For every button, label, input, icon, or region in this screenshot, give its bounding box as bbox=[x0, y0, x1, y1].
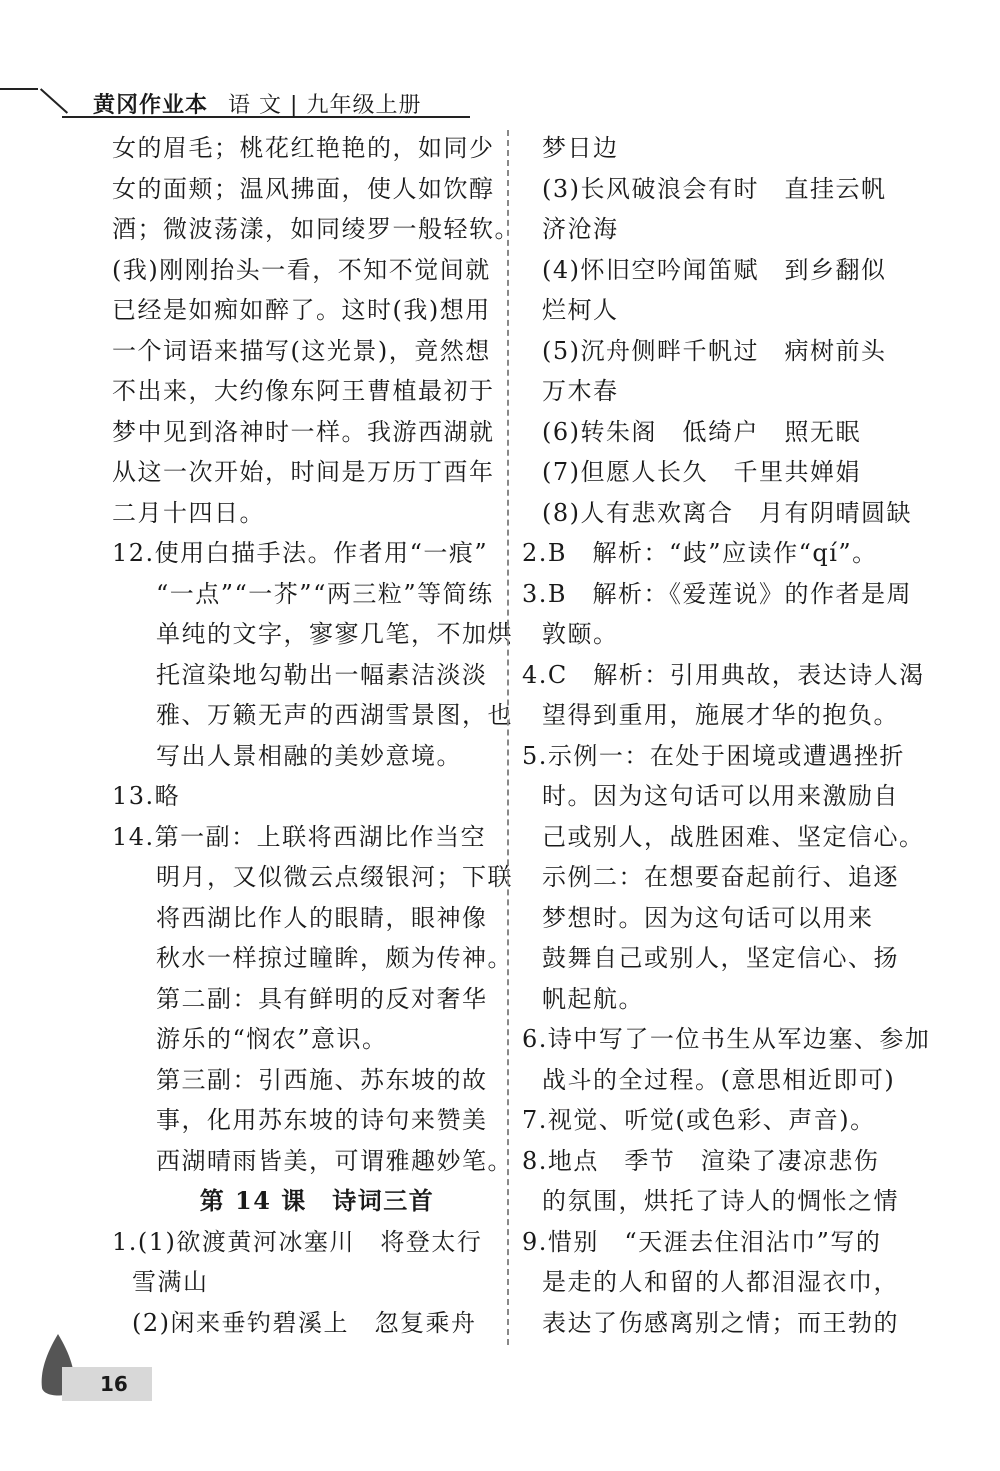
left-text-line: 酒；微波荡漾，如同绫罗一般轻软。 bbox=[112, 215, 520, 243]
page-number: 16 bbox=[62, 1367, 152, 1401]
left-text-line: 雪满山 bbox=[132, 1268, 209, 1296]
left-text-line: 14.第一副：上联将西湖比作当空 bbox=[112, 822, 487, 851]
right-text-line: 9.惜别 “天涯去住泪沾巾”写的 bbox=[522, 1227, 882, 1256]
grade: 九年级上册 bbox=[306, 93, 422, 118]
header-title bbox=[93, 88, 421, 119]
header-rule-left bbox=[0, 88, 38, 90]
right-text-line: (8)人有悲欢离合 月有阴晴圆缺 bbox=[542, 498, 912, 527]
page-header bbox=[0, 0, 1000, 130]
right-text-line: 烂柯人 bbox=[542, 296, 619, 324]
right-text-line: 梦想时。因为这句话可以用来 bbox=[542, 903, 874, 932]
right-text-line: (4)怀旧空吟闻笛赋 到乡翻似 bbox=[542, 255, 887, 284]
right-text-line: (7)但愿人长久 千里共婵娟 bbox=[542, 458, 861, 486]
right-text-line: 6.诗中写了一位书生从军边塞、参加 bbox=[522, 1025, 931, 1053]
left-text-line: 事，化用苏东坡的诗句来赞美 bbox=[156, 1106, 488, 1134]
left-text-line: 女的面颊；温风拂面，使人如饮醇 bbox=[112, 174, 495, 203]
right-text-line: 万木春 bbox=[542, 377, 619, 405]
right-text-line: (6)转朱阁 低绮户 照无眠 bbox=[542, 417, 861, 446]
right-text-line: (5)沉舟侧畔千帆过 病树前头 bbox=[542, 336, 887, 365]
header-separator: | bbox=[290, 93, 299, 118]
left-text-line: 第二副：具有鲜明的反对奢华 bbox=[156, 984, 488, 1013]
left-text-line: 从这一次开始，时间是万历丁酉年 bbox=[112, 458, 495, 486]
right-text-line: 示例二：在想要奋起前行、追逐 bbox=[542, 863, 899, 891]
left-text-line: 明月，又似微云点缀银河；下联 bbox=[156, 863, 513, 891]
left-text-line: 1.(1)欲渡黄河冰塞川 将登太行 bbox=[112, 1227, 483, 1256]
right-text-line: 望得到重用，施展才华的抱负。 bbox=[542, 701, 899, 729]
right-text-line: 梦日边 bbox=[542, 134, 619, 162]
left-text-line: 将西湖比作人的眼睛，眼神像 bbox=[156, 903, 488, 932]
subject: 语 文 bbox=[228, 93, 283, 118]
left-text-line: 一个词语来描写(这光景)，竟然想 bbox=[112, 336, 491, 365]
left-text-line: 第 14 课 诗词三首 bbox=[199, 1186, 435, 1215]
right-text-line: (3)长风破浪会有时 直挂云帆 bbox=[542, 174, 887, 203]
left-column bbox=[112, 128, 520, 1343]
right-text-line: 济沧海 bbox=[542, 215, 619, 243]
header-rule-slant bbox=[40, 88, 68, 114]
right-text-line: 是走的人和留的人都泪湿衣巾， bbox=[542, 1268, 899, 1296]
right-column bbox=[522, 128, 931, 1343]
left-text-line: 秋水一样掠过瞳眸，颇为传神。 bbox=[156, 944, 513, 972]
left-text-line: 女的眉毛；桃花红艳艳的，如同少 bbox=[112, 134, 495, 162]
left-text-line: (2)闲来垂钓碧溪上 忽复乘舟 bbox=[132, 1308, 477, 1337]
left-text-line: 第三副：引西施、苏东坡的故 bbox=[156, 1065, 488, 1094]
right-text-line: 己或别人，战胜困难、坚定信心。 bbox=[542, 822, 925, 851]
right-text-line: 5.示例一：在处于困境或遭遇挫折 bbox=[522, 741, 905, 770]
left-text-line: 二月十四日。 bbox=[112, 498, 265, 527]
right-text-line: 帆起航。 bbox=[542, 984, 644, 1013]
right-text-line: 3.B 解析：《爱莲说》的作者是周 bbox=[522, 579, 913, 608]
left-text-line: 13.略 bbox=[112, 782, 181, 810]
left-text-line: (我)刚刚抬头一看，不知不觉间就 bbox=[112, 255, 491, 284]
book-title: 黄冈作业本 bbox=[93, 93, 209, 118]
column-divider bbox=[507, 130, 509, 1345]
right-text-line: 的氛围，烘托了诗人的惆怅之情 bbox=[542, 1187, 899, 1215]
left-text-line: 单纯的文字，寥寥几笔，不加烘 bbox=[156, 620, 513, 648]
left-text-line: 不出来，大约像东阿王曹植最初于 bbox=[112, 377, 495, 405]
left-text-line: 12.使用白描手法。作者用“一痕” bbox=[112, 539, 489, 567]
right-text-line: 2.B 解析：“歧”应读作“qí”。 bbox=[522, 539, 878, 567]
left-text-line: 梦中见到洛神时一样。我游西湖就 bbox=[112, 417, 495, 446]
left-text-line: “一点”“一芥”“两三粒”等简练 bbox=[156, 579, 494, 608]
right-text-line: 8.地点 季节 渲染了凄凉悲伤 bbox=[522, 1146, 880, 1175]
left-text-line: 写出人景相融的美妙意境。 bbox=[156, 741, 462, 770]
right-text-line: 战斗的全过程。(意思相近即可) bbox=[542, 1065, 896, 1094]
right-text-line: 鼓舞自己或别人，坚定信心、扬 bbox=[542, 944, 899, 972]
right-text-line: 时。因为这句话可以用来激励自 bbox=[542, 782, 899, 810]
left-text-line: 游乐的“悯农”意识。 bbox=[156, 1025, 388, 1053]
left-text-line: 已经是如痴如醉了。这时(我)想用 bbox=[112, 296, 491, 324]
right-text-line: 表达了伤感离别之情；而王勃的 bbox=[542, 1308, 899, 1337]
right-text-line: 4.C 解析：引用典故，表达诗人渴 bbox=[522, 660, 925, 689]
left-text-line: 托渲染地勾勒出一幅素洁淡淡 bbox=[156, 660, 488, 689]
right-text-line: 敦颐。 bbox=[542, 620, 619, 648]
right-text-line: 7.视觉、听觉(或色彩、声音)。 bbox=[522, 1106, 876, 1134]
left-text-line: 西湖晴雨皆美，可谓雅趣妙笔。 bbox=[156, 1146, 513, 1175]
left-text-line: 雅、万籁无声的西湖雪景图，也 bbox=[156, 701, 513, 729]
